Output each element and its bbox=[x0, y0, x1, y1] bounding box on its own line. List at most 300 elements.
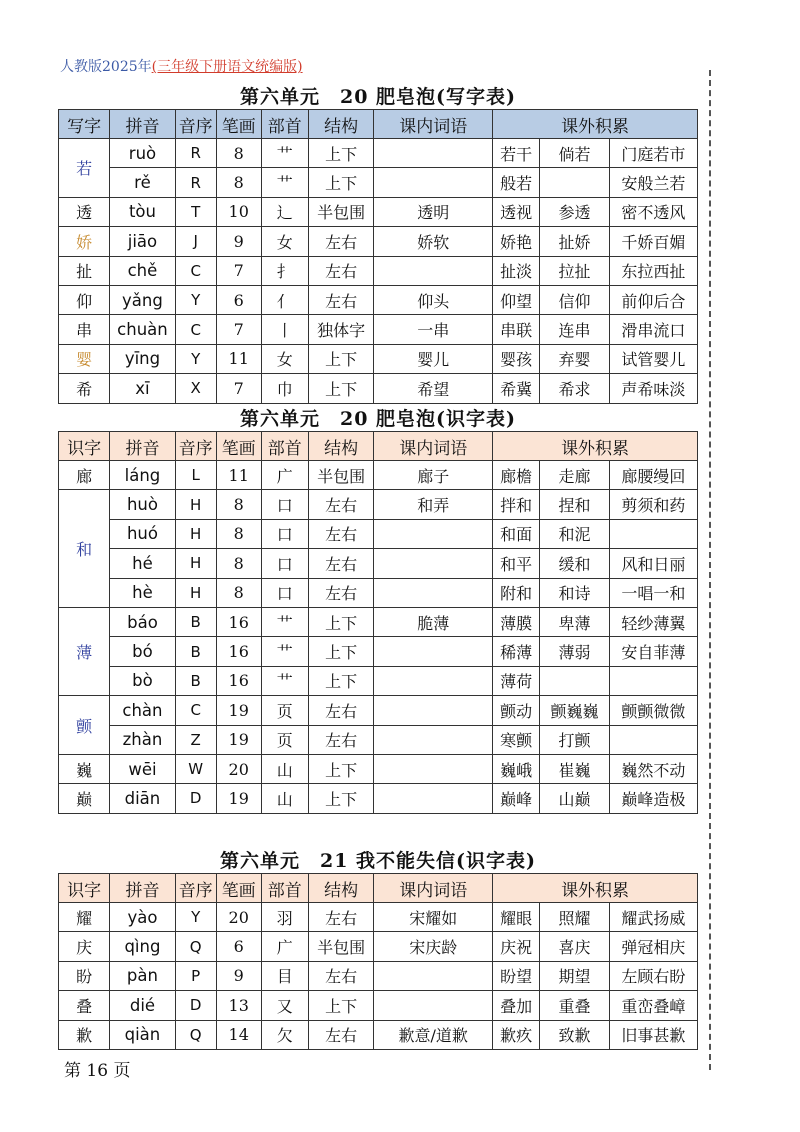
table-row bbox=[59, 256, 698, 285]
extra-word-cell: 走廊 bbox=[540, 461, 610, 490]
extra-word-cell: 山巅 bbox=[540, 784, 610, 813]
table-row bbox=[59, 784, 698, 813]
initial-cell: P bbox=[175, 961, 216, 990]
initial-cell: H bbox=[175, 490, 216, 519]
strokes-cell: 7 bbox=[216, 374, 261, 403]
extra-word-cell bbox=[609, 666, 697, 695]
structure-cell: 上下 bbox=[308, 139, 374, 168]
structure-cell: 上下 bbox=[308, 991, 374, 1020]
extra-word-cell: 娇艳 bbox=[493, 227, 540, 256]
table-row bbox=[59, 991, 698, 1020]
initial-cell: R bbox=[175, 139, 216, 168]
extra-word-cell: 致歉 bbox=[540, 1020, 610, 1049]
structure-cell: 上下 bbox=[308, 637, 374, 666]
strokes-cell: 8 bbox=[216, 139, 261, 168]
words-cell bbox=[374, 549, 493, 578]
extra-word-cell: 和泥 bbox=[540, 519, 610, 548]
radical-cell: 广 bbox=[261, 461, 308, 490]
extra-word-cell: 期望 bbox=[540, 961, 610, 990]
extra-word-cell: 拌和 bbox=[493, 490, 540, 519]
table-row bbox=[59, 549, 698, 578]
words-cell: 一串 bbox=[374, 315, 493, 344]
extra-word-cell: 盼望 bbox=[493, 961, 540, 990]
extra-word-cell: 庆祝 bbox=[493, 932, 540, 961]
col-header: 音序 bbox=[175, 110, 216, 139]
words-cell bbox=[374, 578, 493, 607]
extra-word-cell: 希冀 bbox=[493, 374, 540, 403]
char-cell: 颤 bbox=[59, 696, 110, 755]
structure-cell: 左右 bbox=[308, 725, 374, 754]
words-cell: 希望 bbox=[374, 374, 493, 403]
strokes-cell: 19 bbox=[216, 696, 261, 725]
radical-cell: 目 bbox=[261, 961, 308, 990]
char-cell: 巍 bbox=[59, 754, 110, 783]
structure-cell: 上下 bbox=[308, 754, 374, 783]
pinyin-cell: dié bbox=[110, 991, 176, 1020]
extra-word-cell: 薄荷 bbox=[493, 666, 540, 695]
radical-cell: 欠 bbox=[261, 1020, 308, 1049]
col-header: 拼音 bbox=[110, 874, 176, 903]
pinyin-cell: zhàn bbox=[110, 725, 176, 754]
strokes-cell: 13 bbox=[216, 991, 261, 1020]
strokes-cell: 11 bbox=[216, 344, 261, 373]
extra-word-cell: 门庭若市 bbox=[609, 139, 697, 168]
table-row bbox=[59, 197, 698, 226]
radical-cell: 艹 bbox=[261, 637, 308, 666]
strokes-cell: 20 bbox=[216, 903, 261, 932]
structure-cell: 上下 bbox=[308, 374, 374, 403]
initial-cell: B bbox=[175, 607, 216, 636]
radical-cell: 口 bbox=[261, 578, 308, 607]
strokes-cell: 7 bbox=[216, 315, 261, 344]
char-cell: 廊 bbox=[59, 461, 110, 490]
table-row bbox=[59, 637, 698, 666]
extra-word-cell: 崔巍 bbox=[540, 754, 610, 783]
strokes-cell: 8 bbox=[216, 519, 261, 548]
extra-word-cell: 试管婴儿 bbox=[609, 344, 697, 373]
words-cell: 脆薄 bbox=[374, 607, 493, 636]
extra-word-cell: 耀眼 bbox=[493, 903, 540, 932]
initial-cell: Y bbox=[175, 285, 216, 314]
table-row bbox=[59, 725, 698, 754]
extra-word-cell: 缓和 bbox=[540, 549, 610, 578]
extra-word-cell: 巅峰造极 bbox=[609, 784, 697, 813]
extra-word-cell: 卑薄 bbox=[540, 607, 610, 636]
strokes-cell: 8 bbox=[216, 490, 261, 519]
strokes-cell: 19 bbox=[216, 784, 261, 813]
col-header: 笔画 bbox=[216, 874, 261, 903]
structure-cell: 左右 bbox=[308, 1020, 374, 1049]
pinyin-cell: yīng bbox=[110, 344, 176, 373]
extra-word-cell: 叠加 bbox=[493, 991, 540, 1020]
char-cell: 扯 bbox=[59, 256, 110, 285]
radical-cell: 羽 bbox=[261, 903, 308, 932]
initial-cell: D bbox=[175, 784, 216, 813]
words-cell bbox=[374, 256, 493, 285]
extra-word-cell: 仰望 bbox=[493, 285, 540, 314]
strokes-cell: 16 bbox=[216, 666, 261, 695]
book-header bbox=[60, 56, 303, 76]
extra-word-cell: 轻纱薄翼 bbox=[609, 607, 697, 636]
extra-word-cell: 寒颤 bbox=[493, 725, 540, 754]
extra-word-cell: 千娇百媚 bbox=[609, 227, 697, 256]
extra-word-cell: 稀薄 bbox=[493, 637, 540, 666]
strokes-cell: 11 bbox=[216, 461, 261, 490]
table-row bbox=[59, 961, 698, 990]
structure-cell: 左右 bbox=[308, 903, 374, 932]
extra-word-cell: 附和 bbox=[493, 578, 540, 607]
words-cell bbox=[374, 139, 493, 168]
radical-cell: 山 bbox=[261, 784, 308, 813]
extra-word-cell: 颤巍巍 bbox=[540, 696, 610, 725]
col-header: 识字 bbox=[59, 432, 110, 461]
header-highlight: (三年级下册语文统编版) bbox=[151, 59, 303, 75]
page-number: 第 16 页 bbox=[64, 1061, 131, 1081]
table-row bbox=[59, 666, 698, 695]
radical-cell: 口 bbox=[261, 490, 308, 519]
extra-word-cell: 左顾右盼 bbox=[609, 961, 697, 990]
extra-word-cell: 捏和 bbox=[540, 490, 610, 519]
extra-word-cell: 婴孩 bbox=[493, 344, 540, 373]
pinyin-cell: bò bbox=[110, 666, 176, 695]
words-cell bbox=[374, 961, 493, 990]
initial-cell: H bbox=[175, 519, 216, 548]
table-row bbox=[59, 168, 698, 197]
extra-word-cell: 倘若 bbox=[540, 139, 610, 168]
extra-word-cell: 若干 bbox=[493, 139, 540, 168]
strokes-cell: 9 bbox=[216, 227, 261, 256]
words-cell bbox=[374, 696, 493, 725]
structure-cell: 左右 bbox=[308, 227, 374, 256]
strokes-cell: 10 bbox=[216, 197, 261, 226]
extra-word-cell: 透视 bbox=[493, 197, 540, 226]
structure-cell: 左右 bbox=[308, 256, 374, 285]
extra-word-cell bbox=[609, 519, 697, 548]
pinyin-cell: huó bbox=[110, 519, 176, 548]
table-row bbox=[59, 578, 698, 607]
char-cell: 若 bbox=[59, 139, 110, 198]
extra-word-cell: 和平 bbox=[493, 549, 540, 578]
extra-word-cell: 密不透风 bbox=[609, 197, 697, 226]
extra-word-cell: 照耀 bbox=[540, 903, 610, 932]
extra-word-cell: 风和日丽 bbox=[609, 549, 697, 578]
extra-word-cell: 巍峨 bbox=[493, 754, 540, 783]
char-cell: 希 bbox=[59, 374, 110, 403]
extra-word-cell: 颤动 bbox=[493, 696, 540, 725]
extra-word-cell: 廊檐 bbox=[493, 461, 540, 490]
pinyin-cell: hè bbox=[110, 578, 176, 607]
initial-cell: H bbox=[175, 578, 216, 607]
char-cell: 串 bbox=[59, 315, 110, 344]
structure-cell: 独体字 bbox=[308, 315, 374, 344]
col-header: 部首 bbox=[261, 432, 308, 461]
words-cell bbox=[374, 754, 493, 783]
words-cell bbox=[374, 784, 493, 813]
initial-cell: B bbox=[175, 666, 216, 695]
extra-word-cell: 参透 bbox=[540, 197, 610, 226]
structure-cell: 左右 bbox=[308, 578, 374, 607]
strokes-cell: 6 bbox=[216, 285, 261, 314]
structure-cell: 上下 bbox=[308, 666, 374, 695]
strokes-cell: 8 bbox=[216, 168, 261, 197]
pinyin-cell: qiàn bbox=[110, 1020, 176, 1049]
char-cell: 盼 bbox=[59, 961, 110, 990]
words-cell: 娇软 bbox=[374, 227, 493, 256]
extra-word-cell: 弹冠相庆 bbox=[609, 932, 697, 961]
structure-cell: 上下 bbox=[308, 344, 374, 373]
pinyin-cell: ruò bbox=[110, 139, 176, 168]
table-row bbox=[59, 932, 698, 961]
strokes-cell: 6 bbox=[216, 932, 261, 961]
words-cell: 婴儿 bbox=[374, 344, 493, 373]
structure-cell: 半包围 bbox=[308, 197, 374, 226]
char-cell: 透 bbox=[59, 197, 110, 226]
pinyin-cell: chàn bbox=[110, 696, 176, 725]
radical-cell: 页 bbox=[261, 725, 308, 754]
table-row bbox=[59, 285, 698, 314]
col-header: 拼音 bbox=[110, 110, 176, 139]
radical-cell: 扌 bbox=[261, 256, 308, 285]
char-cell: 薄 bbox=[59, 607, 110, 695]
extra-word-cell: 安般兰若 bbox=[609, 168, 697, 197]
table-row bbox=[59, 374, 698, 403]
col-header: 课内词语 bbox=[374, 432, 493, 461]
initial-cell: B bbox=[175, 637, 216, 666]
pinyin-cell: bó bbox=[110, 637, 176, 666]
radical-cell: 口 bbox=[261, 549, 308, 578]
radical-cell: 巾 bbox=[261, 374, 308, 403]
col-header: 课外积累 bbox=[493, 110, 698, 139]
char-cell: 仰 bbox=[59, 285, 110, 314]
pinyin-cell: qìng bbox=[110, 932, 176, 961]
table-row bbox=[59, 227, 698, 256]
initial-cell: C bbox=[175, 315, 216, 344]
table2-title: 第六单元 20 肥皂泡(识字表) bbox=[239, 408, 517, 430]
strokes-cell: 20 bbox=[216, 754, 261, 783]
char-cell: 耀 bbox=[59, 903, 110, 932]
extra-word-cell bbox=[540, 168, 610, 197]
initial-cell: D bbox=[175, 991, 216, 1020]
initial-cell: Q bbox=[175, 1020, 216, 1049]
pinyin-cell: chě bbox=[110, 256, 176, 285]
pinyin-cell: yǎng bbox=[110, 285, 176, 314]
col-header: 部首 bbox=[261, 874, 308, 903]
extra-word-cell: 声希味淡 bbox=[609, 374, 697, 403]
initial-cell: H bbox=[175, 549, 216, 578]
extra-word-cell: 剪须和药 bbox=[609, 490, 697, 519]
words-cell bbox=[374, 519, 493, 548]
col-header: 写字 bbox=[59, 110, 110, 139]
structure-cell: 左右 bbox=[308, 961, 374, 990]
radical-cell: 女 bbox=[261, 344, 308, 373]
col-header: 课外积累 bbox=[493, 874, 698, 903]
table-row bbox=[59, 903, 698, 932]
initial-cell: C bbox=[175, 256, 216, 285]
pinyin-cell: láng bbox=[110, 461, 176, 490]
strokes-cell: 9 bbox=[216, 961, 261, 990]
words-cell: 宋庆龄 bbox=[374, 932, 493, 961]
binding-dashed-line bbox=[709, 70, 711, 1070]
pinyin-cell: wēi bbox=[110, 754, 176, 783]
pinyin-cell: tòu bbox=[110, 197, 176, 226]
col-header: 笔画 bbox=[216, 432, 261, 461]
extra-word-cell: 信仰 bbox=[540, 285, 610, 314]
words-cell: 透明 bbox=[374, 197, 493, 226]
words-cell: 歉意/道歉 bbox=[374, 1020, 493, 1049]
table-row bbox=[59, 315, 698, 344]
radical-cell: 又 bbox=[261, 991, 308, 1020]
structure-cell: 左右 bbox=[308, 696, 374, 725]
extra-word-cell bbox=[609, 725, 697, 754]
strokes-cell: 8 bbox=[216, 578, 261, 607]
extra-word-cell: 串联 bbox=[493, 315, 540, 344]
col-header: 课外积累 bbox=[493, 432, 698, 461]
read-table-21 bbox=[58, 873, 698, 1050]
write-table bbox=[58, 109, 698, 404]
radical-cell: 艹 bbox=[261, 168, 308, 197]
initial-cell: Y bbox=[175, 903, 216, 932]
pinyin-cell: báo bbox=[110, 607, 176, 636]
extra-word-cell: 颤颤微微 bbox=[609, 696, 697, 725]
col-header: 部首 bbox=[261, 110, 308, 139]
table-row bbox=[59, 1020, 698, 1049]
table-row bbox=[59, 754, 698, 783]
initial-cell: W bbox=[175, 754, 216, 783]
extra-word-cell: 薄弱 bbox=[540, 637, 610, 666]
extra-word-cell: 连串 bbox=[540, 315, 610, 344]
words-cell: 和弄 bbox=[374, 490, 493, 519]
pinyin-cell: huò bbox=[110, 490, 176, 519]
pinyin-cell: diān bbox=[110, 784, 176, 813]
structure-cell: 左右 bbox=[308, 285, 374, 314]
strokes-cell: 19 bbox=[216, 725, 261, 754]
extra-word-cell: 耀武扬威 bbox=[609, 903, 697, 932]
char-cell: 娇 bbox=[59, 227, 110, 256]
extra-word-cell: 和面 bbox=[493, 519, 540, 548]
char-cell: 婴 bbox=[59, 344, 110, 373]
pinyin-cell: rě bbox=[110, 168, 176, 197]
extra-word-cell: 巅峰 bbox=[493, 784, 540, 813]
radical-cell: 口 bbox=[261, 519, 308, 548]
read-table-20 bbox=[58, 431, 698, 814]
extra-word-cell: 一唱一和 bbox=[609, 578, 697, 607]
char-cell: 和 bbox=[59, 490, 110, 608]
pinyin-cell: chuàn bbox=[110, 315, 176, 344]
col-header: 音序 bbox=[175, 874, 216, 903]
pinyin-cell: hé bbox=[110, 549, 176, 578]
col-header: 笔画 bbox=[216, 110, 261, 139]
structure-cell: 左右 bbox=[308, 490, 374, 519]
pinyin-cell: pàn bbox=[110, 961, 176, 990]
char-cell: 叠 bbox=[59, 991, 110, 1020]
col-header: 音序 bbox=[175, 432, 216, 461]
pinyin-cell: jiāo bbox=[110, 227, 176, 256]
table-row bbox=[59, 696, 698, 725]
extra-word-cell: 安自菲薄 bbox=[609, 637, 697, 666]
extra-word-cell: 重峦叠嶂 bbox=[609, 991, 697, 1020]
strokes-cell: 16 bbox=[216, 607, 261, 636]
radical-cell: 页 bbox=[261, 696, 308, 725]
extra-word-cell bbox=[540, 666, 610, 695]
extra-word-cell: 滑串流口 bbox=[609, 315, 697, 344]
extra-word-cell: 歉疚 bbox=[493, 1020, 540, 1049]
radical-cell: 广 bbox=[261, 932, 308, 961]
structure-cell: 上下 bbox=[308, 168, 374, 197]
table3-title: 第六单元 21 我不能失信(识字表) bbox=[219, 850, 537, 872]
extra-word-cell: 喜庆 bbox=[540, 932, 610, 961]
extra-word-cell: 希求 bbox=[540, 374, 610, 403]
words-cell bbox=[374, 666, 493, 695]
strokes-cell: 8 bbox=[216, 549, 261, 578]
col-header: 识字 bbox=[59, 874, 110, 903]
initial-cell: Y bbox=[175, 344, 216, 373]
initial-cell: Z bbox=[175, 725, 216, 754]
extra-word-cell: 打颤 bbox=[540, 725, 610, 754]
structure-cell: 上下 bbox=[308, 784, 374, 813]
radical-cell: 辶 bbox=[261, 197, 308, 226]
structure-cell: 左右 bbox=[308, 519, 374, 548]
table-row bbox=[59, 519, 698, 548]
table-row bbox=[59, 461, 698, 490]
radical-cell: 艹 bbox=[261, 139, 308, 168]
structure-cell: 半包围 bbox=[308, 932, 374, 961]
char-cell: 庆 bbox=[59, 932, 110, 961]
table-row bbox=[59, 344, 698, 373]
extra-word-cell: 弃婴 bbox=[540, 344, 610, 373]
extra-word-cell: 薄膜 bbox=[493, 607, 540, 636]
header-prefix: 人教版2025年 bbox=[60, 59, 152, 75]
initial-cell: L bbox=[175, 461, 216, 490]
extra-word-cell: 和诗 bbox=[540, 578, 610, 607]
structure-cell: 上下 bbox=[308, 607, 374, 636]
structure-cell: 半包围 bbox=[308, 461, 374, 490]
table-row bbox=[59, 607, 698, 636]
extra-word-cell: 前仰后合 bbox=[609, 285, 697, 314]
extra-word-cell: 重叠 bbox=[540, 991, 610, 1020]
extra-word-cell: 拉扯 bbox=[540, 256, 610, 285]
extra-word-cell: 廊腰缦回 bbox=[609, 461, 697, 490]
words-cell: 宋耀如 bbox=[374, 903, 493, 932]
initial-cell: J bbox=[175, 227, 216, 256]
radical-cell: 丨 bbox=[261, 315, 308, 344]
radical-cell: 亻 bbox=[261, 285, 308, 314]
extra-word-cell: 扯娇 bbox=[540, 227, 610, 256]
radical-cell: 女 bbox=[261, 227, 308, 256]
radical-cell: 艹 bbox=[261, 666, 308, 695]
col-header: 课内词语 bbox=[374, 874, 493, 903]
col-header: 拼音 bbox=[110, 432, 176, 461]
words-cell: 廊子 bbox=[374, 461, 493, 490]
radical-cell: 山 bbox=[261, 754, 308, 783]
initial-cell: R bbox=[175, 168, 216, 197]
char-cell: 歉 bbox=[59, 1020, 110, 1049]
col-header: 结构 bbox=[308, 874, 374, 903]
col-header: 结构 bbox=[308, 110, 374, 139]
extra-word-cell: 般若 bbox=[493, 168, 540, 197]
words-cell: 仰头 bbox=[374, 285, 493, 314]
extra-word-cell: 东拉西扯 bbox=[609, 256, 697, 285]
words-cell bbox=[374, 991, 493, 1020]
table1-title: 第六单元 20 肥皂泡(写字表) bbox=[239, 86, 517, 108]
initial-cell: Q bbox=[175, 932, 216, 961]
char-cell: 巅 bbox=[59, 784, 110, 813]
words-cell bbox=[374, 725, 493, 754]
extra-word-cell: 巍然不动 bbox=[609, 754, 697, 783]
words-cell bbox=[374, 168, 493, 197]
pinyin-cell: yào bbox=[110, 903, 176, 932]
radical-cell: 艹 bbox=[261, 607, 308, 636]
initial-cell: X bbox=[175, 374, 216, 403]
